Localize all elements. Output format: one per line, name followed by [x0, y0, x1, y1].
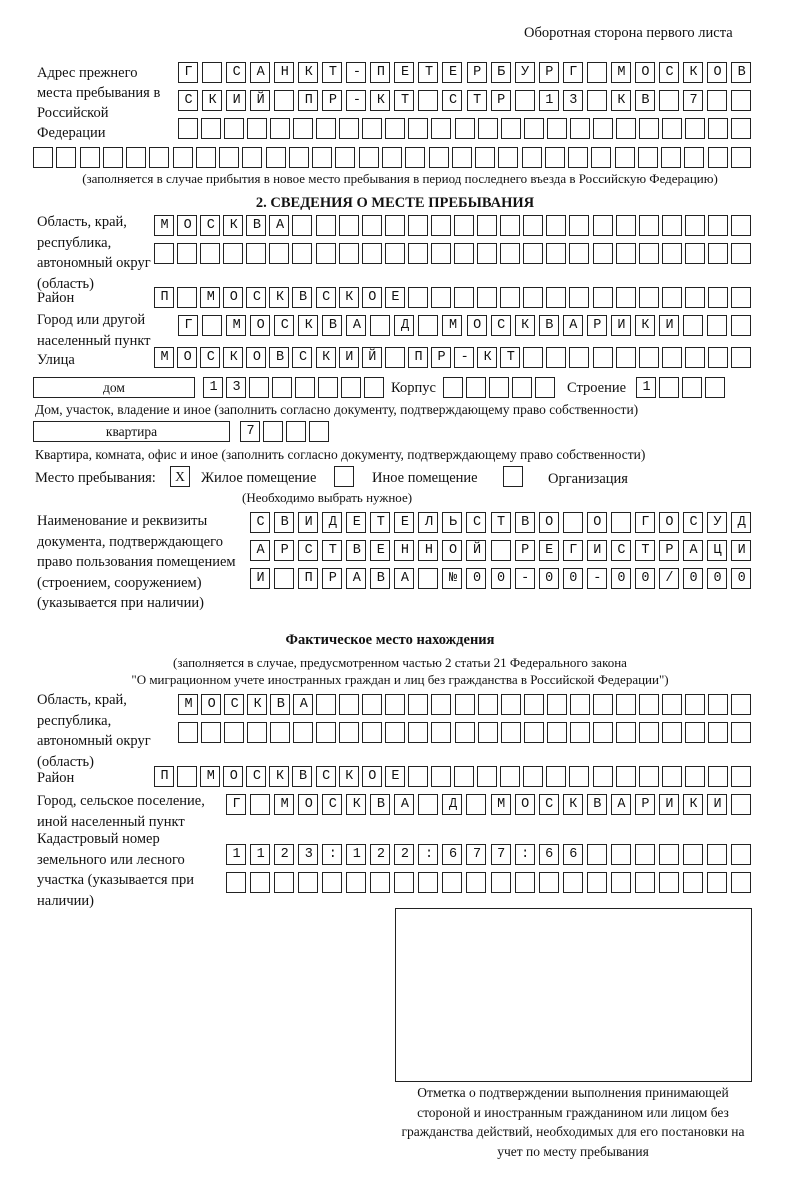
option-organization-checkbox[interactable]	[503, 466, 523, 487]
cell-row-text: 1	[642, 380, 735, 395]
previous-address-note: (заполняется в случае прибытия в новое место пребывания в период последнего въезда в Российскую Федерацию)	[82, 171, 718, 186]
cell-row-text: АРСТВЕННОЙ РЕГИСТРАЦИ	[256, 543, 762, 558]
cell-row-text: Г МОСКВА Д МОСКВАРИКИ	[232, 797, 762, 812]
cell-row-text	[185, 722, 761, 744]
cell-row-text	[40, 147, 761, 169]
choose-note: (Необходимо выбрать нужное)	[242, 490, 413, 505]
cell-row-text: Г САНКТ-ПЕТЕРБУРГ МОСКОВ	[184, 65, 762, 80]
cell-row-text: И ПРАВА №00-00-00/000	[256, 571, 762, 586]
house-type-field[interactable]: дом	[33, 377, 195, 398]
cell-row-text: 1123:122:677:66	[232, 847, 762, 862]
cell-row-text: 7	[246, 424, 339, 439]
stay-place-label: Место пребывания:	[35, 470, 156, 486]
city-label: Город или другой населенный пункт	[37, 312, 151, 349]
cell-row-text: СВИДЕТЕЛЬСТВО О ГОСУД	[256, 515, 762, 530]
building-label: Строение	[567, 380, 627, 396]
district-label: Район	[37, 290, 75, 306]
actual-location-note-1: (заполняется в случае, предусмотренном частью 2 статьи 21 Федерального закона	[173, 655, 627, 670]
actual-region-label: Область, край, республика, автономный округ (область)	[37, 692, 151, 770]
actual-city-label: Город, сельское поселение, иной населенный пункт	[37, 793, 205, 830]
house-note: Дом, участок, владение и иное (заполнить согласно документу, подтверждающему право собственности)	[35, 402, 639, 417]
cell-row-text	[161, 243, 761, 265]
cell-row-text: Г МОСКВА Д МОСКВАРИКИ	[184, 318, 762, 333]
side-note: Оборотная сторона первого листа	[524, 25, 733, 41]
cell-row-text: МОСКВА	[184, 697, 761, 712]
section-2-title: 2. СВЕДЕНИЯ О МЕСТЕ ПРЕБЫВАНИЯ	[255, 195, 535, 211]
cell-row-text: МОСКОВСКИЙ ПР-КТ	[160, 350, 761, 365]
cell-row-text: МОСКВА	[160, 218, 761, 233]
previous-address-label: Адрес прежнего места пребывания в Российской Федерации	[37, 65, 161, 141]
cell-row-text: П МОСКВСКОЕ	[160, 290, 761, 305]
document-label: Наименование и реквизиты документа, подтверждающего право пользования помещением (строением, сооружением) (указывается при наличии)	[37, 513, 236, 611]
region-label: Область, край, республика, автономный округ (область)	[37, 214, 151, 292]
registration-stamp-box	[395, 908, 752, 1082]
actual-district-label: Район	[37, 770, 75, 786]
apartment-type-field[interactable]: квартира	[33, 421, 230, 442]
option-other-premises-checkbox[interactable]	[334, 466, 354, 487]
option-residential-label: Жилое помещение	[201, 470, 317, 486]
actual-location-note-2: "О миграционном учете иностранных граждан и лиц без гражданства в Российской Федерации")	[131, 672, 669, 687]
street-label: Улица	[37, 352, 75, 368]
cadastral-label: Кадастровый номер земельного или лесного участка (указывается при наличии)	[37, 831, 194, 909]
cell-row-text: 13	[209, 380, 394, 395]
cell-row-text	[233, 872, 762, 894]
korpus-label: Корпус	[391, 380, 436, 396]
cell-row-text: СКИЙ ПР-КТ СТР 13 КВ 7	[184, 93, 762, 108]
option-residential-checkbox[interactable]: X	[170, 466, 190, 487]
actual-location-title: Фактическое место нахождения	[285, 632, 495, 648]
cell-row-text	[450, 377, 565, 399]
cell-row-text	[185, 118, 761, 140]
option-organization-label: Организация	[548, 471, 628, 487]
cell-row-text: П МОСКВСКОЕ	[160, 769, 761, 784]
option-other-premises-label: Иное помещение	[372, 470, 478, 486]
apartment-note: Квартира, комната, офис и иное (заполнить согласно документу, подтверждающему право собственности)	[35, 447, 646, 462]
stamp-caption: Отметка о подтверждении выполнения принимающей стороной и иностранным гражданином или лицом без гражданства действий, необходимых для его постановки на учет по месту пребывания	[401, 1085, 745, 1159]
